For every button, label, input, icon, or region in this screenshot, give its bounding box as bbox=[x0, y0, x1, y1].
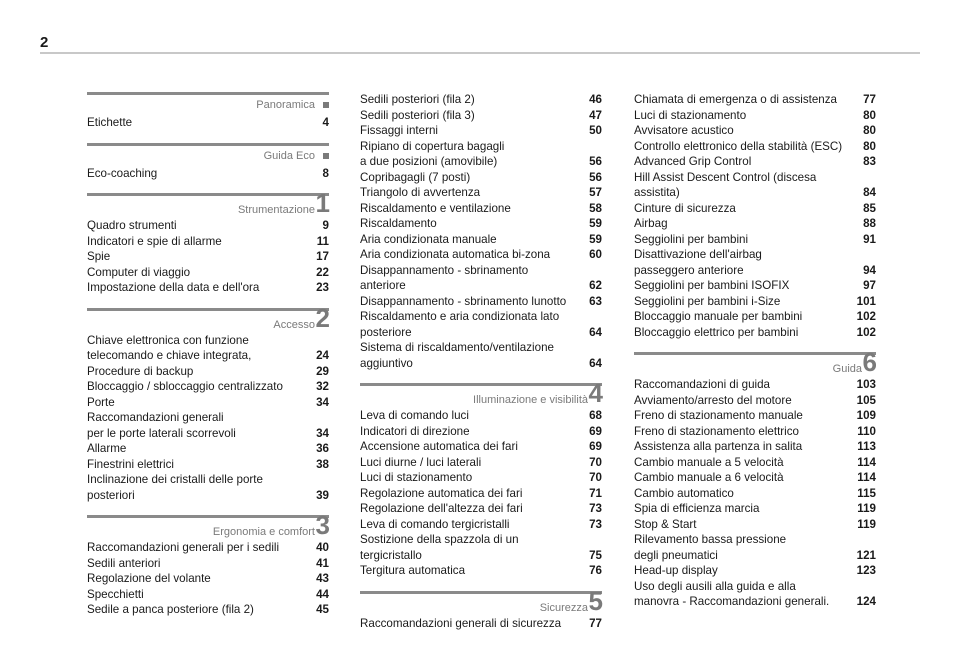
toc-entry[interactable] bbox=[87, 587, 329, 603]
toc-entry[interactable] bbox=[634, 470, 876, 486]
section-header bbox=[87, 188, 330, 218]
toc-entry-page: 43 bbox=[316, 572, 329, 585]
toc-entry-label: Disappannamento - sbrinamento lunotto bbox=[360, 294, 567, 308]
toc-entry-label: Avviamento/arresto del motore bbox=[634, 393, 792, 407]
toc-entry-label: Seggiolini per bambini i-Size bbox=[634, 294, 781, 308]
toc-entry[interactable] bbox=[87, 571, 329, 587]
toc-entry-page: 114 bbox=[857, 455, 876, 469]
toc-entry-label: Quadro strumenti bbox=[87, 219, 177, 232]
toc-entry[interactable] bbox=[360, 108, 602, 124]
toc-entry-page: 124 bbox=[856, 595, 876, 608]
toc-entry[interactable] bbox=[87, 472, 329, 503]
section-title: Guida bbox=[832, 363, 862, 375]
toc-entry-label: Seggiolini per bambini bbox=[634, 232, 749, 246]
toc-entry-page: 70 bbox=[589, 471, 602, 484]
toc-entry-label: Specchietti bbox=[87, 587, 144, 601]
chapter-number: 5 bbox=[588, 585, 603, 616]
toc-entry[interactable] bbox=[634, 232, 876, 248]
toc-entry[interactable] bbox=[87, 379, 329, 395]
toc-entry[interactable] bbox=[87, 166, 329, 182]
toc-entry-label: Raccomandazioni generali per i sedili bbox=[87, 541, 280, 554]
toc-entry[interactable] bbox=[360, 517, 602, 533]
toc-entry-page: 102 bbox=[856, 310, 876, 323]
toc-entry[interactable] bbox=[634, 325, 876, 341]
toc-entry-page: 36 bbox=[316, 442, 329, 455]
toc-entry[interactable] bbox=[634, 377, 876, 393]
toc-entry[interactable] bbox=[634, 123, 876, 139]
section-header bbox=[87, 510, 330, 540]
toc-entry[interactable] bbox=[360, 92, 602, 108]
toc-entry-page: 60 bbox=[589, 248, 602, 261]
toc-entry-page: 32 bbox=[316, 380, 329, 393]
toc-entry[interactable] bbox=[634, 201, 876, 217]
toc-entry-label: Chiave elettronica con funzione telecomando e chiave integrata, bbox=[87, 333, 252, 362]
toc-entry-page: 17 bbox=[316, 250, 329, 263]
toc-entry-label: Riscaldamento e ventilazione bbox=[360, 201, 511, 215]
toc-entry[interactable] bbox=[360, 408, 602, 424]
toc-entry[interactable] bbox=[360, 470, 602, 486]
toc-entry-label: Luci di stazionamento bbox=[360, 471, 473, 484]
toc-entry[interactable] bbox=[87, 540, 329, 556]
toc-entry-page: 56 bbox=[589, 170, 602, 184]
toc-entry-page: 11 bbox=[316, 234, 329, 248]
toc-entry[interactable] bbox=[360, 616, 602, 632]
toc-entry[interactable] bbox=[360, 309, 602, 340]
toc-entry-label: Eco-coaching bbox=[87, 166, 158, 180]
toc-entry-page: 50 bbox=[589, 124, 602, 137]
toc-entry-label: Tergitura automatica bbox=[360, 564, 466, 577]
toc-entry-page: 73 bbox=[589, 502, 602, 515]
toc-entry-label: Cambio manuale a 6 velocità bbox=[634, 471, 784, 484]
chapter-number: 2 bbox=[315, 302, 330, 333]
toc-entry-label: Leva di comando luci bbox=[360, 409, 469, 422]
toc-entry-page: 59 bbox=[589, 232, 602, 246]
toc-entry-page: 9 bbox=[322, 219, 329, 232]
square-bullet-icon bbox=[323, 153, 329, 159]
toc-entry-label: Ripiano di copertura bagagli a due posizioni (amovibile) bbox=[360, 139, 505, 168]
toc-entry-label: Freno di stazionamento manuale bbox=[634, 409, 803, 422]
toc-entry[interactable] bbox=[87, 441, 329, 457]
toc-entry[interactable] bbox=[87, 280, 329, 296]
toc-entry-page: 63 bbox=[589, 294, 602, 308]
toc-entry[interactable] bbox=[360, 294, 602, 310]
toc-entry[interactable] bbox=[360, 563, 602, 579]
toc-entry-label: Bloccaggio elettrico per bambini bbox=[634, 325, 799, 339]
toc-entry-label: Regolazione dell'altezza dei fari bbox=[360, 502, 523, 515]
toc-entry-page: 91 bbox=[863, 232, 876, 246]
toc-entry-page: 45 bbox=[316, 603, 329, 616]
chapter-number: 3 bbox=[315, 510, 330, 540]
toc-entry-page: 64 bbox=[589, 325, 602, 339]
toc-entry-page: 46 bbox=[589, 93, 602, 106]
toc-entry-page: 119 bbox=[857, 517, 876, 531]
toc-entry[interactable] bbox=[87, 364, 329, 380]
toc-entry-label: Hill Assist Descent Control (discesa assistita) bbox=[634, 170, 817, 199]
toc-entry-label: Assistenza alla partenza in salita bbox=[634, 440, 803, 453]
toc-entry-label: Riscaldamento bbox=[360, 217, 437, 230]
toc-entry-page: 70 bbox=[589, 455, 602, 469]
toc-entry[interactable] bbox=[87, 556, 329, 572]
toc-entry[interactable] bbox=[87, 218, 329, 234]
chapter-number: 4 bbox=[588, 378, 603, 408]
toc-entry[interactable] bbox=[634, 393, 876, 409]
toc-entry-page: 115 bbox=[857, 486, 876, 500]
chapter-number: 6 bbox=[862, 347, 877, 377]
toc-entry-label: Computer di viaggio bbox=[87, 265, 191, 279]
toc-entry[interactable] bbox=[87, 234, 329, 250]
toc-entry-label: Chiamata di emergenza o di assistenza bbox=[634, 93, 837, 106]
toc-entry-label: Advanced Grip Control bbox=[634, 155, 752, 168]
toc-entry[interactable] bbox=[360, 263, 602, 294]
toc-entry-page: 34 bbox=[316, 426, 329, 440]
toc-entry-page: 76 bbox=[589, 564, 602, 577]
toc-entry[interactable] bbox=[634, 455, 876, 471]
toc-entry[interactable] bbox=[634, 424, 876, 440]
toc-entry-page: 77 bbox=[863, 93, 876, 106]
toc-entry-label: Indicatori di direzione bbox=[360, 424, 470, 438]
toc-entry-label: Indicatori e spie di allarme bbox=[87, 234, 222, 248]
toc-entry[interactable] bbox=[87, 395, 329, 411]
toc-entry-label: Accensione automatica dei fari bbox=[360, 440, 518, 453]
toc-entry-label: Sedili anteriori bbox=[87, 556, 161, 570]
section-header bbox=[87, 302, 330, 333]
toc-entry-page: 110 bbox=[857, 424, 876, 438]
toc-entry[interactable] bbox=[360, 455, 602, 471]
toc-entry-label: Aria condizionata manuale bbox=[360, 232, 497, 246]
toc-entry-label: Fissaggi interni bbox=[360, 124, 438, 137]
toc-entry[interactable] bbox=[634, 294, 876, 310]
toc-entry[interactable] bbox=[634, 439, 876, 455]
toc-entry-label: Riscaldamento e aria condizionata lato posteriore bbox=[360, 310, 560, 339]
toc-entry-label: Sedili posteriori (fila 2) bbox=[360, 93, 475, 106]
toc-entry-page: 62 bbox=[589, 279, 602, 292]
chapter-number: 1 bbox=[315, 188, 330, 218]
toc-entry-label: Porte bbox=[87, 395, 115, 409]
toc-column-1 bbox=[87, 92, 329, 618]
toc-entry-page: 71 bbox=[589, 486, 602, 500]
toc-entry-label: Leva di comando tergicristalli bbox=[360, 517, 510, 531]
page-number: 2 bbox=[40, 34, 49, 51]
toc-entry-page: 4 bbox=[322, 116, 329, 129]
toc-entry-page: 75 bbox=[589, 548, 602, 562]
toc-entry[interactable] bbox=[634, 154, 876, 170]
toc-entry-label: Procedure di backup bbox=[87, 364, 194, 378]
section-title: Strumentazione bbox=[237, 204, 315, 216]
toc-entry-page: 29 bbox=[316, 364, 329, 378]
toc-entry[interactable] bbox=[360, 532, 602, 563]
toc-entry[interactable] bbox=[360, 201, 602, 217]
toc-entry-label: Impostazione della data e dell'ora bbox=[87, 281, 260, 294]
section-title: Accesso bbox=[273, 318, 315, 331]
toc-entry-label: Disattivazione dell'airbag passeggero anteriore bbox=[634, 248, 762, 277]
toc-entry-label: Avvisatore acustico bbox=[634, 124, 734, 137]
toc-entry[interactable] bbox=[360, 139, 602, 170]
toc-entry-label: Cambio manuale a 5 velocità bbox=[634, 455, 784, 469]
toc-entry-page: 84 bbox=[863, 186, 876, 199]
toc-entry-page: 41 bbox=[316, 556, 329, 570]
toc-entry[interactable] bbox=[87, 333, 329, 364]
toc-entry[interactable] bbox=[87, 457, 329, 473]
toc-entry-page: 123 bbox=[856, 564, 876, 577]
toc-entry-label: Cinture di sicurezza bbox=[634, 201, 736, 215]
toc-entry[interactable] bbox=[634, 309, 876, 325]
toc-entry-page: 39 bbox=[316, 488, 329, 502]
toc-entry-page: 44 bbox=[316, 587, 329, 601]
toc-entry[interactable] bbox=[87, 249, 329, 265]
toc-entry[interactable] bbox=[634, 563, 876, 579]
toc-entry-page: 47 bbox=[589, 108, 602, 122]
toc-entry[interactable] bbox=[634, 108, 876, 124]
toc-entry-page: 80 bbox=[863, 108, 876, 122]
toc-entry-page: 88 bbox=[863, 217, 876, 230]
section-title: Sicurezza bbox=[539, 601, 588, 614]
toc-entry-label: Bloccaggio / sbloccaggio centralizzato bbox=[87, 380, 283, 393]
toc-entry-label: Uso degli ausili alla guida e alla manovra - Raccomandazioni generali. bbox=[634, 579, 830, 608]
toc-entry[interactable] bbox=[360, 424, 602, 440]
toc-entry-label: Inclinazione dei cristalli delle porte posteriori bbox=[87, 473, 263, 502]
toc-entry-page: 119 bbox=[857, 502, 876, 515]
toc-entry[interactable] bbox=[360, 123, 602, 139]
toc-entry[interactable] bbox=[634, 408, 876, 424]
toc-entry-page: 56 bbox=[589, 155, 602, 168]
toc-entry-page: 102 bbox=[856, 325, 876, 339]
toc-entry-label: Luci diurne / luci laterali bbox=[360, 455, 482, 469]
toc-entry-label: Spia di efficienza marcia bbox=[634, 502, 760, 515]
section-title: Ergonomia e comfort bbox=[212, 526, 315, 538]
toc-entry-label: Allarme bbox=[87, 442, 127, 455]
toc-entry-page: 103 bbox=[856, 378, 876, 391]
toc-entry-label: Stop & Start bbox=[634, 517, 697, 531]
toc-entry-page: 64 bbox=[589, 356, 602, 370]
toc-entry-label: Disappannamento - sbrinamento anteriore bbox=[360, 263, 529, 292]
toc-entry-page: 58 bbox=[589, 201, 602, 215]
toc-entry-page: 105 bbox=[856, 393, 876, 407]
toc-entry[interactable] bbox=[634, 278, 876, 294]
toc-entry-label: Rilevamento bassa pressione degli pneumatici bbox=[634, 533, 787, 562]
toc-entry[interactable] bbox=[87, 602, 329, 618]
toc-entry-label: Finestrini elettrici bbox=[87, 457, 174, 471]
toc-entry[interactable] bbox=[360, 501, 602, 517]
toc-entry-label: Raccomandazioni di guida bbox=[634, 378, 770, 391]
toc-entry-page: 80 bbox=[863, 139, 876, 153]
section-title: Guida Eco bbox=[263, 149, 315, 162]
toc-entry-page: 101 bbox=[856, 294, 876, 308]
toc-entry-label: Regolazione del volante bbox=[87, 572, 211, 585]
toc-entry-page: 83 bbox=[863, 155, 876, 168]
toc-entry-page: 24 bbox=[316, 349, 329, 362]
toc-entry-label: Sedile a panca posteriore (fila 2) bbox=[87, 603, 254, 616]
toc-entry[interactable] bbox=[360, 216, 602, 232]
toc-entry[interactable] bbox=[634, 247, 876, 278]
toc-entry-page: 34 bbox=[316, 395, 329, 409]
toc-entry-label: Spie bbox=[87, 250, 111, 263]
toc-entry-page: 8 bbox=[322, 166, 329, 180]
toc-column-3 bbox=[634, 92, 876, 610]
toc-entry[interactable] bbox=[634, 517, 876, 533]
toc-entry-label: Sedili posteriori (fila 3) bbox=[360, 108, 475, 122]
toc-entry-page: 97 bbox=[863, 279, 876, 292]
toc-entry-page: 59 bbox=[589, 217, 602, 230]
toc-entry-page: 114 bbox=[857, 471, 876, 484]
toc-entry[interactable] bbox=[360, 247, 602, 263]
toc-entry-label: Controllo elettronico della stabilità (ESC) bbox=[634, 139, 843, 153]
section-header bbox=[360, 378, 603, 408]
toc-entry-page: 69 bbox=[589, 440, 602, 453]
toc-entry-label: Luci di stazionamento bbox=[634, 108, 747, 122]
toc-entry[interactable] bbox=[360, 486, 602, 502]
toc-entry-label: Copribagagli (7 posti) bbox=[360, 170, 471, 184]
toc-entry-page: 23 bbox=[316, 281, 329, 294]
toc-entry[interactable] bbox=[634, 216, 876, 232]
toc-entry[interactable] bbox=[87, 115, 329, 131]
toc-entry-page: 38 bbox=[316, 457, 329, 471]
toc-entry[interactable] bbox=[634, 486, 876, 502]
square-bullet-icon bbox=[323, 102, 329, 108]
toc-entry[interactable] bbox=[87, 265, 329, 281]
toc-entry[interactable] bbox=[360, 340, 602, 371]
toc-entry-page: 80 bbox=[863, 124, 876, 137]
toc-entry-page: 22 bbox=[316, 265, 329, 279]
toc-entry-page: 85 bbox=[863, 201, 876, 215]
toc-entry[interactable] bbox=[634, 139, 876, 155]
toc-entry-page: 94 bbox=[863, 263, 876, 277]
toc-entry-label: Sostizione della spazzola di un tergicristallo bbox=[360, 533, 519, 562]
toc-entry-label: Etichette bbox=[87, 116, 133, 129]
toc-entry-label: Raccomandazioni generali di sicurezza bbox=[360, 616, 562, 630]
toc-entry[interactable] bbox=[360, 439, 602, 455]
toc-entry-label: Regolazione automatica dei fari bbox=[360, 486, 523, 500]
section-header bbox=[360, 585, 603, 616]
toc-entry-label: Triangolo di avvertenza bbox=[360, 186, 481, 199]
toc-entry-page: 109 bbox=[856, 409, 876, 422]
toc-entry-label: Seggiolini per bambini ISOFIX bbox=[634, 279, 790, 292]
toc-entry-label: Bloccaggio manuale per bambini bbox=[634, 310, 803, 323]
toc-entry-page: 69 bbox=[589, 424, 602, 438]
toc-entry-label: Aria condizionata automatica bi-zona bbox=[360, 248, 551, 261]
toc-entry-page: 40 bbox=[316, 541, 329, 554]
toc-entry[interactable] bbox=[360, 232, 602, 248]
toc-entry-label: Raccomandazioni generali per le porte laterali scorrevoli bbox=[87, 411, 236, 440]
toc-column-2 bbox=[360, 92, 602, 631]
toc-entry-page: 121 bbox=[856, 548, 876, 562]
toc-entry[interactable] bbox=[634, 92, 876, 108]
toc-entry[interactable] bbox=[634, 501, 876, 517]
section-title: Illuminazione e visibilità bbox=[473, 394, 588, 406]
toc-entry[interactable] bbox=[360, 185, 602, 201]
section-header bbox=[634, 347, 877, 377]
section-header bbox=[87, 143, 329, 166]
toc-entry[interactable] bbox=[87, 410, 329, 441]
toc-entry[interactable] bbox=[634, 579, 876, 610]
toc-entry-page: 73 bbox=[589, 517, 602, 531]
toc-entry-label: Airbag bbox=[634, 217, 668, 230]
section-header bbox=[87, 92, 329, 115]
section-title: Panoramica bbox=[256, 99, 315, 111]
toc-entry-label: Sistema di riscaldamento/ventilazione aggiuntivo bbox=[360, 341, 554, 370]
toc-entry-page: 68 bbox=[589, 409, 602, 422]
toc-entry-label: Cambio automatico bbox=[634, 486, 734, 500]
toc-entry-page: 77 bbox=[589, 616, 602, 630]
toc-entry-page: 113 bbox=[857, 440, 876, 453]
toc-entry[interactable] bbox=[634, 170, 876, 201]
toc-entry-page: 57 bbox=[589, 186, 602, 199]
toc-entry-label: Head-up display bbox=[634, 564, 718, 577]
toc-entry[interactable] bbox=[634, 532, 876, 563]
header-divider bbox=[40, 52, 920, 54]
toc-entry[interactable] bbox=[360, 170, 602, 186]
toc-entry-label: Freno di stazionamento elettrico bbox=[634, 424, 799, 438]
